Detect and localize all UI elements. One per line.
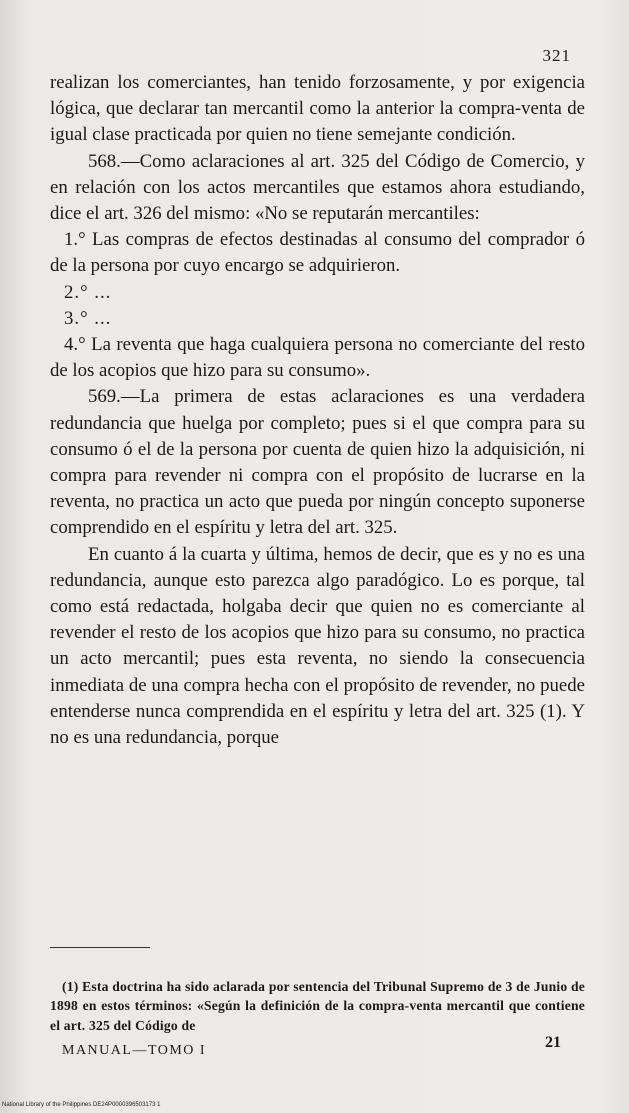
scan-credit: National Library of the Philippines DE24P0000396503173 1 [2, 1102, 161, 1108]
list-item-2: 2.° ... [64, 281, 112, 303]
paragraph-continuation: realizan los comerciantes, han tenido forzosamente, y por exigencia lógica, que declarar tan mercantil como la anterior la compra-venta de igual clase practicada por quien no tiene semejante condición. [50, 72, 585, 146]
page-number: 321 [542, 46, 571, 65]
list-item-3: 3.° ... [64, 307, 112, 329]
signature-number: 21 [545, 1034, 561, 1051]
paragraph-568: 568.—Como aclaraciones al art. 325 del Código de Comercio, y en relación con los actos mercantiles que estamos ahora estudiando, dice el art. 326 del mismo: «No se reputarán mercantiles: [50, 150, 585, 225]
footnote-divider [50, 947, 150, 948]
list-item-4: 4.° La reventa que haga cualquiera persona no comerciante del resto de los acopios que hizo para su consumo». [50, 334, 585, 382]
paragraph-569: 569.—La primera de estas aclaraciones es una verdadera redundancia que huelga por completo; pues si el que compra para su consumo ó el de la persona por cuenta de quien hizo la adquisición, ni compra para revender ni compra con el propósito de lucrarse en la reventa, no practica un acto que pueda por ningún concepto suponerse comprendido en el espíritu y letra del art. 325. [50, 386, 585, 539]
signature-line: MANUAL—TOMO I [62, 1043, 207, 1058]
footnote: (1) Esta doctrina ha sido aclarada por sentencia del Tribunal Supremo de 3 de Junio de 1898 en estos términos: «Según la definición de la compra-venta mercantil que contiene el art. 325 del Código de [50, 978, 585, 1033]
paragraph-cuarta: En cuanto á la cuarta y última, hemos de decir, que es y no es una redundancia, aunque esto parezca algo paradógico. Lo es porque, tal como está redactada, holgaba decir que quien no es comerciante al revender el resto de los acopios que hizo para su consumo, no practica un acto mercantil; pues esta reventa, no siendo la consecuencia inmediata de una compra hecha con el propósito de revender, no puede entenderse nunca comprendida en el espíritu y letra del art. 325 (1). Y no es una redundancia, porque [50, 543, 585, 749]
list-item-1: 1.° Las compras de efectos destinadas al consumo del comprador ó de la persona por cuyo encargo se adquirieron. [50, 229, 585, 277]
body-text [50, 70, 585, 751]
